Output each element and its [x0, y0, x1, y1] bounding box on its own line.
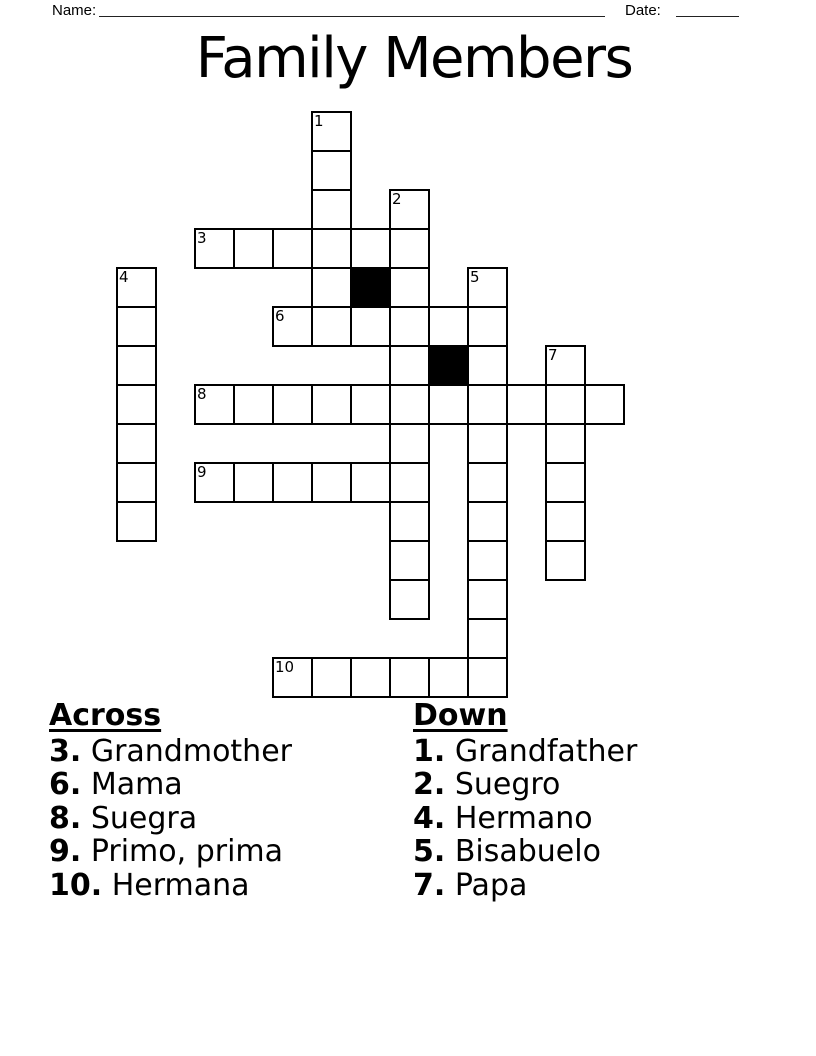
grid-cell [194, 228, 235, 269]
clue-number: 2. [413, 767, 446, 803]
clue-text: Bisabuelo [445, 834, 601, 870]
clue-text: Primo, prima [81, 834, 284, 870]
grid-cell [389, 462, 430, 503]
grid-cell [233, 228, 274, 269]
grid-cell [194, 384, 235, 425]
grid-cell [272, 384, 313, 425]
clue-number: 10. [49, 867, 103, 903]
across-heading: Across [49, 698, 162, 733]
grid-cell [467, 345, 508, 386]
grid-cell [233, 384, 274, 425]
grid-cell [467, 267, 508, 308]
grid-cell [428, 306, 469, 347]
grid-cell [428, 657, 469, 698]
clue-down-2 [413, 768, 773, 801]
clue-text: Papa [445, 867, 528, 903]
grid-cell [350, 306, 391, 347]
grid-cell [311, 228, 352, 269]
grid-cell [545, 345, 586, 386]
cell-number: 8 [197, 385, 207, 403]
clue-down-4 [413, 802, 773, 835]
grid-cell [389, 306, 430, 347]
clue-across-8 [49, 802, 409, 835]
cell-number: 5 [470, 268, 480, 286]
grid-cell [272, 462, 313, 503]
grid-cell [389, 189, 430, 230]
clue-across-10 [49, 869, 409, 902]
across-clues-column [49, 700, 409, 902]
cell-number: 3 [197, 229, 207, 247]
grid-cell [467, 579, 508, 620]
grid-cell [311, 150, 352, 191]
cell-number: 10 [275, 658, 295, 676]
name-label: Name: [52, 2, 97, 19]
grid-cell [311, 306, 352, 347]
grid-cell [350, 384, 391, 425]
clue-number: 6. [49, 767, 82, 803]
clue-across-9 [49, 835, 409, 868]
cell-number: 4 [119, 268, 129, 286]
grid-cell [272, 306, 313, 347]
grid-black-square [428, 345, 469, 386]
clue-number: 9. [49, 834, 82, 870]
grid-cell [116, 501, 157, 542]
grid-cell [389, 423, 430, 464]
grid-cell [467, 501, 508, 542]
clue-number: 5. [413, 834, 446, 870]
page-title: Family Members [195, 26, 633, 91]
clue-across-6 [49, 768, 409, 801]
grid-cell [467, 306, 508, 347]
clue-down-5 [413, 835, 773, 868]
grid-cell [116, 384, 157, 425]
clue-text: Mama [81, 767, 183, 803]
grid-cell [233, 462, 274, 503]
grid-cell [389, 579, 430, 620]
grid-cell [389, 345, 430, 386]
down-clues-column [413, 700, 773, 902]
grid-cell [116, 267, 157, 308]
grid-cell [584, 384, 625, 425]
cell-number: 9 [197, 463, 207, 481]
across-clue-list [49, 735, 409, 902]
grid-cell [116, 423, 157, 464]
clue-number: 4. [413, 800, 446, 836]
grid-cell [428, 384, 469, 425]
down-heading: Down [413, 698, 508, 733]
grid-cell [311, 657, 352, 698]
grid-cell [311, 462, 352, 503]
grid-cell [194, 462, 235, 503]
grid-cell [467, 462, 508, 503]
grid-cell [506, 384, 547, 425]
grid-cell [116, 306, 157, 347]
grid-cell [389, 657, 430, 698]
grid-cell [116, 462, 157, 503]
grid-cell [311, 267, 352, 308]
grid-cell [272, 228, 313, 269]
clue-number: 1. [413, 734, 446, 769]
grid-cell [389, 384, 430, 425]
grid-cell [389, 267, 430, 308]
grid-cell [311, 111, 352, 152]
grid-cell [467, 384, 508, 425]
clue-number: 7. [413, 867, 446, 903]
grid-cell [350, 657, 391, 698]
grid-cell [545, 462, 586, 503]
down-clue-list [413, 735, 773, 902]
grid-cell [389, 540, 430, 581]
grid-cell [311, 189, 352, 230]
clue-number: 3. [49, 734, 82, 769]
clue-number: 8. [49, 800, 82, 836]
clue-text: Grandfather [445, 734, 638, 769]
clue-down-7 [413, 869, 773, 902]
grid-cell [311, 384, 352, 425]
grid-cell [467, 618, 508, 659]
clue-text: Suegro [445, 767, 561, 803]
grid-cell [545, 540, 586, 581]
cell-number: 6 [275, 307, 285, 325]
grid-cell [350, 462, 391, 503]
cell-number: 2 [392, 190, 402, 208]
grid-cell [116, 345, 157, 386]
grid-cell [545, 501, 586, 542]
grid-cell [389, 228, 430, 269]
cell-number: 1 [314, 112, 324, 130]
date-label: Date: [625, 2, 661, 19]
grid-cell [272, 657, 313, 698]
crossword-grid [116, 111, 636, 711]
clue-text: Hermana [102, 867, 250, 903]
cell-number: 7 [548, 346, 558, 364]
grid-cell [467, 540, 508, 581]
grid-cell [467, 423, 508, 464]
grid-cell [350, 228, 391, 269]
clue-down-1 [413, 735, 773, 768]
name-blank-line [99, 0, 605, 17]
clue-across-3 [49, 735, 409, 768]
grid-black-square [350, 267, 391, 308]
clue-text: Grandmother [81, 734, 292, 769]
grid-cell [545, 423, 586, 464]
clue-text: Hermano [445, 800, 593, 836]
clue-text: Suegra [81, 800, 198, 836]
grid-cell [545, 384, 586, 425]
grid-cell [389, 501, 430, 542]
grid-cell [467, 657, 508, 698]
date-blank-line [676, 0, 739, 17]
